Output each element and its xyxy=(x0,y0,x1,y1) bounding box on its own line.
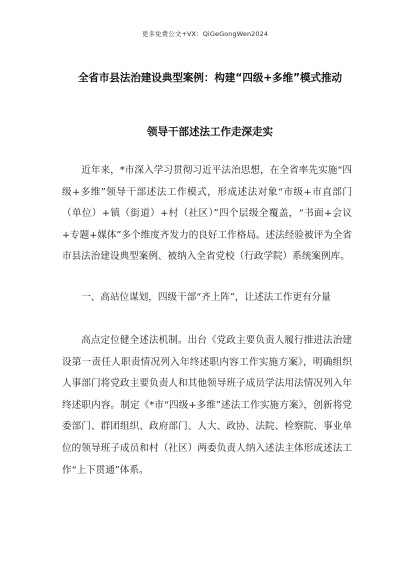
section-heading-one: 一、高站位谋划，四级干部“齐上阵”，让述法工作更有分量 xyxy=(81,292,331,303)
document-title: 全省市县法治建设典型案例：构建“四级+多维”模式推动 xyxy=(77,72,343,84)
paragraph-mechanism: 高点定位健全述法机制。出台《党政主要负责人履行推进法治建设第一责任人职责情况列入年终述职内容工作实施方案》，明确组织人事部门将党政主要负责人和其他领导班子成员学法用法情况列入年终述职内容。制定《*市“四级+多维”述法工作实施方案》，创新将党委部门、群团组织、政府部门、人大、政协、法院、检察院、事业单位的领导班子成员和村（社区）两委负责人纳入述法主体形成述法工作“上下贯通”体系。 xyxy=(62,335,352,476)
paragraph-intro: 近年来，*市深入学习贯彻习近平法治思想，在全省率先实施“四级+多维”领导干部述法工作模式，形成述法对象“市级+市直部门（单位）+镇（街道）+村（社区）”四个层级全覆盖，“书面+会议+专题+媒体”多个维度齐发力的良好工作格局。述法经验被评为全省市县法治建设典型案例、被纳入全省党校（行政学院）系统案例库。 xyxy=(62,165,352,263)
document-subtitle: 领导干部述法工作走深走实 xyxy=(147,126,273,138)
header-note: 更多免费公文+VX：QiGeGongWen2024 xyxy=(141,30,269,38)
